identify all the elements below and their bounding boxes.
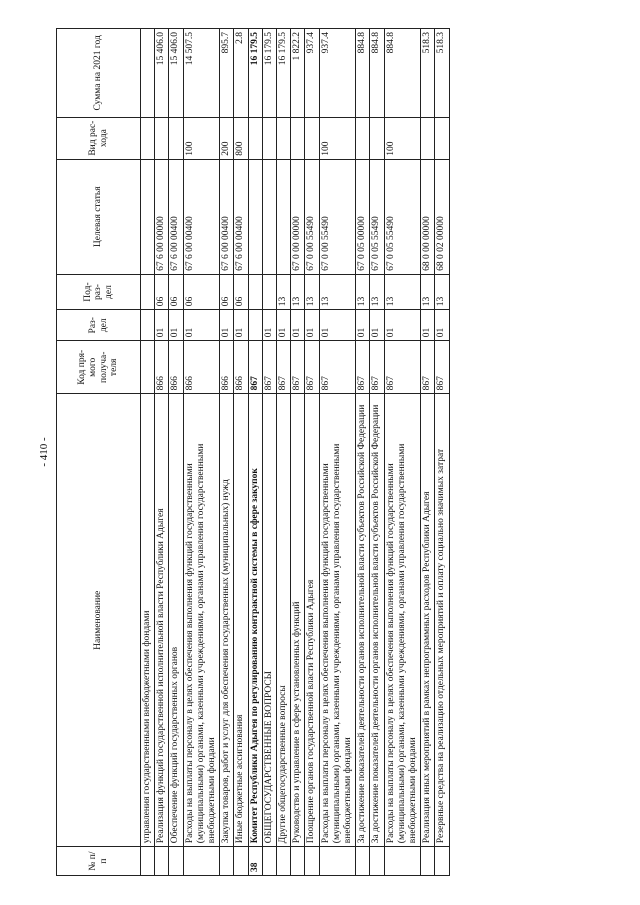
- cell-summa: 14 507.5: [183, 29, 220, 118]
- budget-table: [56, 28, 450, 876]
- cell-cel: 68 0 00 00000: [421, 159, 435, 274]
- cell-name: Расходы на выплаты персоналу в целях обеспечения выполнения функций государственными (муниципальными) органами, казенными учреждениями, органами управления государственными внебюджетными фондами: [183, 394, 220, 847]
- cell-kod: 867: [319, 341, 356, 394]
- table-row: [384, 29, 421, 876]
- table-body: [141, 29, 450, 876]
- cell-summa: 884.8: [384, 29, 421, 118]
- header-kod: Код пря- мого получа- теля: [57, 341, 141, 394]
- cell-razdel: 01: [155, 310, 169, 341]
- cell-razdel: 01: [305, 310, 319, 341]
- cell-summa: 884.8: [356, 29, 370, 118]
- cell-vid: [291, 117, 305, 159]
- cell-num: [291, 847, 305, 876]
- table-row: [277, 29, 291, 876]
- cell-vid: [421, 117, 435, 159]
- header-row: [57, 29, 141, 876]
- cell-vid: [141, 117, 155, 159]
- table-row: [220, 29, 234, 876]
- cell-cel: 67 0 00 00000: [291, 159, 305, 274]
- cell-cel: 67 0 05 00000: [356, 159, 370, 274]
- cell-razdel: 01: [291, 310, 305, 341]
- table-row: [435, 29, 449, 876]
- cell-cel: 67 6 00 00400: [169, 159, 183, 274]
- table-row: [370, 29, 384, 876]
- cell-kod: 867: [421, 341, 435, 394]
- cell-cel: 67 0 00 55490: [305, 159, 319, 274]
- cell-name: Поощрение органов государственной власти Республики Адыгея: [305, 394, 319, 847]
- cell-cel: 67 6 00 00400: [234, 159, 248, 274]
- cell-num: [234, 847, 248, 876]
- cell-razdel: 01: [421, 310, 435, 341]
- cell-podrazdel: 13: [384, 274, 421, 309]
- table-row: [141, 29, 155, 876]
- cell-num: [155, 847, 169, 876]
- cell-razdel: 01: [370, 310, 384, 341]
- cell-num: [319, 847, 356, 876]
- cell-kod: 866: [234, 341, 248, 394]
- cell-kod: 867: [262, 341, 276, 394]
- cell-name: За достижение показателей деятельности органов исполнительной власти субъектов Российской Федерации: [370, 394, 384, 847]
- cell-summa: 16 179.5: [277, 29, 291, 118]
- cell-num: [169, 847, 183, 876]
- cell-podrazdel: 13: [319, 274, 356, 309]
- cell-cel: 67 6 00 00400: [183, 159, 220, 274]
- cell-vid: [305, 117, 319, 159]
- cell-name: Реализация функций государственной исполнительной власти Республики Адыгея: [155, 394, 169, 847]
- table-row: [291, 29, 305, 876]
- cell-vid: 100: [384, 117, 421, 159]
- cell-summa: 937.4: [305, 29, 319, 118]
- cell-podrazdel: 13: [421, 274, 435, 309]
- cell-razdel: 01: [384, 310, 421, 341]
- cell-podrazdel: 06: [234, 274, 248, 309]
- cell-razdel: [248, 310, 262, 341]
- cell-kod: 866: [169, 341, 183, 394]
- cell-razdel: 01: [220, 310, 234, 341]
- cell-name: Руководство и управление в сфере установленных функций: [291, 394, 305, 847]
- cell-cel: 67 0 00 55490: [319, 159, 356, 274]
- cell-kod: [141, 341, 155, 394]
- cell-cel: [262, 159, 276, 274]
- cell-num: [277, 847, 291, 876]
- cell-vid: [262, 117, 276, 159]
- table-row: [356, 29, 370, 876]
- cell-name: Реализация иных мероприятий в рамках непрограммных расходов Республики Адыгея: [421, 394, 435, 847]
- cell-kod: 867: [305, 341, 319, 394]
- cell-razdel: 01: [262, 310, 276, 341]
- cell-name: управления государственными внебюджетными фондами: [141, 394, 155, 847]
- header-num: № п/п: [57, 847, 141, 876]
- cell-vid: 100: [183, 117, 220, 159]
- cell-razdel: 01: [234, 310, 248, 341]
- cell-podrazdel: 13: [435, 274, 449, 309]
- cell-num: [183, 847, 220, 876]
- table-row: [421, 29, 435, 876]
- cell-name: Закупка товаров, работ и услуг для обеспечения государственных (муниципальных) нужд: [220, 394, 234, 847]
- cell-podrazdel: 06: [220, 274, 234, 309]
- cell-razdel: 01: [183, 310, 220, 341]
- cell-name: Другие общегосударственные вопросы: [277, 394, 291, 847]
- cell-podrazdel: 13: [370, 274, 384, 309]
- cell-cel: 67 6 00 00400: [220, 159, 234, 274]
- cell-kod: 866: [183, 341, 220, 394]
- table-row: [234, 29, 248, 876]
- cell-num: 38: [248, 847, 262, 876]
- cell-name: ОБЩЕГОСУДАРСТВЕННЫЕ ВОПРОСЫ: [262, 394, 276, 847]
- cell-summa: 16 179.5: [262, 29, 276, 118]
- cell-podrazdel: [248, 274, 262, 309]
- cell-kod: 867: [370, 341, 384, 394]
- table-row: [169, 29, 183, 876]
- cell-cel: [277, 159, 291, 274]
- cell-podrazdel: 13: [305, 274, 319, 309]
- cell-name: Обеспечение функций государственных органов: [169, 394, 183, 847]
- cell-cel: 67 6 00 00000: [155, 159, 169, 274]
- cell-kod: 866: [155, 341, 169, 394]
- cell-kod: 867: [356, 341, 370, 394]
- cell-cel: [141, 159, 155, 274]
- table-row: [183, 29, 220, 876]
- cell-kod: 867: [291, 341, 305, 394]
- cell-razdel: 01: [356, 310, 370, 341]
- cell-num: [356, 847, 370, 876]
- table-row: [248, 29, 262, 876]
- cell-summa: 884.8: [370, 29, 384, 118]
- header-razdel: Раз- дел: [57, 310, 141, 341]
- cell-podrazdel: 06: [169, 274, 183, 309]
- cell-vid: [435, 117, 449, 159]
- cell-name: Расходы на выплаты персоналу в целях обеспечения выполнения функций государственными (муниципальными) органами, казенными учреждениями, органами управления государственными внебюджетными фондами: [319, 394, 356, 847]
- cell-name: Расходы на выплаты персоналу в целях обеспечения выполнения функций государственными (муниципальными) органами, казенными учреждениями, органами управления государственными внебюджетными фондами: [384, 394, 421, 847]
- table-row: [262, 29, 276, 876]
- cell-summa: 937.4: [319, 29, 356, 118]
- cell-cel: 67 0 05 55490: [384, 159, 421, 274]
- cell-num: [305, 847, 319, 876]
- cell-razdel: [141, 310, 155, 341]
- cell-cel: [248, 159, 262, 274]
- cell-num: [435, 847, 449, 876]
- table-row: [319, 29, 356, 876]
- cell-vid: [356, 117, 370, 159]
- cell-razdel: 01: [277, 310, 291, 341]
- cell-kod: 867: [435, 341, 449, 394]
- cell-num: [220, 847, 234, 876]
- cell-cel: 68 0 02 00000: [435, 159, 449, 274]
- cell-num: [421, 847, 435, 876]
- cell-kod: 867: [248, 341, 262, 394]
- cell-vid: [155, 117, 169, 159]
- rotated-page: [30, 22, 610, 882]
- header-vid: Вид рас- хода: [57, 117, 141, 159]
- cell-summa: 518.3: [421, 29, 435, 118]
- cell-kod: 867: [384, 341, 421, 394]
- cell-summa: 518.3: [435, 29, 449, 118]
- cell-vid: [277, 117, 291, 159]
- cell-num: [262, 847, 276, 876]
- cell-vid: [248, 117, 262, 159]
- cell-podrazdel: 13: [277, 274, 291, 309]
- table-row: [305, 29, 319, 876]
- cell-summa: 15 406.0: [155, 29, 169, 118]
- cell-podrazdel: [262, 274, 276, 309]
- cell-num: [141, 847, 155, 876]
- cell-num: [370, 847, 384, 876]
- header-name: Наименование: [57, 394, 141, 847]
- cell-name: Резервные средства на реализацию отдельных мероприятий и оплату социально значимых затрат: [435, 394, 449, 847]
- cell-vid: [169, 117, 183, 159]
- cell-podrazdel: 13: [356, 274, 370, 309]
- cell-vid: 200: [220, 117, 234, 159]
- cell-name: Иные бюджетные ассигнования: [234, 394, 248, 847]
- cell-summa: 2.8: [234, 29, 248, 118]
- cell-name: За достижение показателей деятельности органов исполнительной власти субъектов Российской Федерации: [356, 394, 370, 847]
- cell-podrazdel: 06: [155, 274, 169, 309]
- cell-podrazdel: [141, 274, 155, 309]
- cell-razdel: 01: [169, 310, 183, 341]
- cell-podrazdel: 13: [291, 274, 305, 309]
- cell-summa: 895.7: [220, 29, 234, 118]
- header-summa: Сумма на 2021 год: [57, 29, 141, 118]
- cell-vid: 800: [234, 117, 248, 159]
- cell-podrazdel: 06: [183, 274, 220, 309]
- cell-razdel: 01: [319, 310, 356, 341]
- cell-razdel: 01: [435, 310, 449, 341]
- cell-num: [384, 847, 421, 876]
- header-podrazdel: Под- раз- дел: [57, 274, 141, 309]
- cell-vid: [370, 117, 384, 159]
- table-row: [155, 29, 169, 876]
- header-cel: Целевая статья: [57, 159, 141, 274]
- cell-kod: 867: [277, 341, 291, 394]
- cell-summa: 16 179.5: [248, 29, 262, 118]
- cell-kod: 866: [220, 341, 234, 394]
- cell-vid: 100: [319, 117, 356, 159]
- cell-summa: [141, 29, 155, 118]
- cell-summa: 15 406.0: [169, 29, 183, 118]
- cell-cel: 67 0 05 55490: [370, 159, 384, 274]
- cell-name: Комитет Республики Адыгея по регулированию контрактной системы в сфере закупок: [248, 394, 262, 847]
- page-number: - 410 -: [38, 437, 50, 467]
- cell-summa: 1 822.2: [291, 29, 305, 118]
